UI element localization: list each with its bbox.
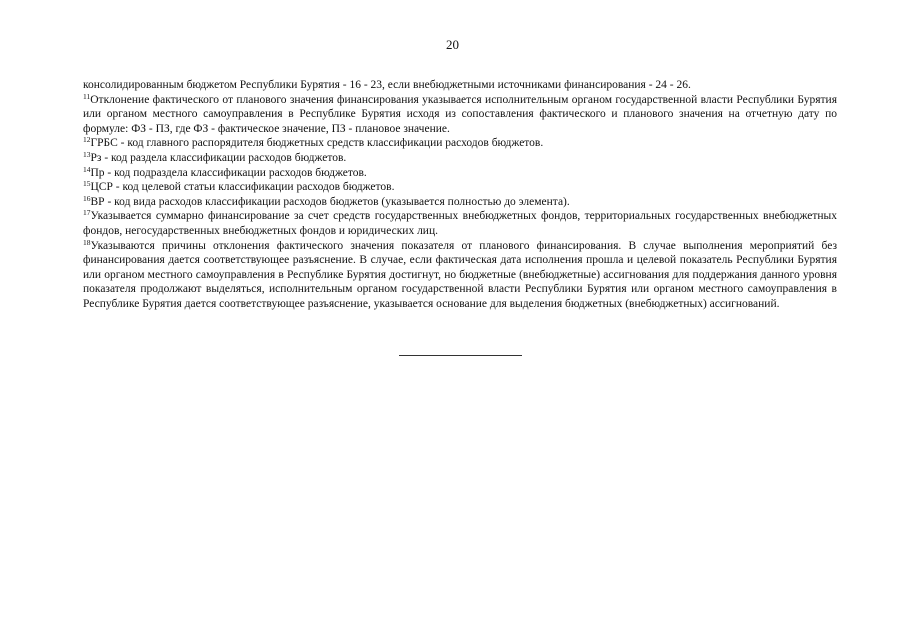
page-number: 20 [446, 37, 459, 52]
footnote-14 [83, 166, 837, 181]
footnote-13 [83, 151, 837, 166]
footnote-text: ВР - код вида расходов классификации расходов бюджетов (указывается полностью до элемента). [90, 195, 570, 208]
footnote-15 [83, 180, 837, 195]
footnote-text: Рз - код раздела классификации расходов бюджетов. [90, 151, 347, 164]
footnote-marker: 13 [83, 149, 91, 159]
footnote-continuation [83, 78, 837, 93]
footnote-17 [83, 209, 837, 238]
footnote-18 [83, 239, 837, 312]
footnote-text: Пр - код подраздела классификации расходов бюджетов. [90, 166, 367, 179]
footnote-marker: 15 [83, 179, 91, 189]
footnote-text: ЦСР - код целевой статьи классификации расходов бюджетов. [90, 181, 395, 194]
footnote-11 [83, 93, 837, 137]
footnote-marker: 11 [83, 91, 91, 101]
footnote-text: ГРБС - код главного распорядителя бюджетных средств классификации расходов бюджетов. [90, 137, 544, 150]
separator-line [399, 355, 522, 356]
footnote-marker: 14 [83, 164, 91, 174]
footnotes-block [83, 78, 837, 312]
footnote-text: Указывается суммарно финансирование за счет средств государственных внебюджетных фондов, территориальных государственных внебюджетных фондов, негосударственных внебюджетных фондов и юридических лиц. [83, 210, 837, 237]
footnote-marker: 16 [83, 193, 91, 203]
footnote-marker: 17 [83, 208, 91, 218]
footnote-text: консолидированным бюджетом Республики Бурятия - 16 - 23, если внебюджетными источниками финансирования - 24 - 26. [83, 79, 691, 91]
footnote-16 [83, 195, 837, 210]
footnote-text: Отклонение фактического от планового значения финансирования указывается исполнительным органом государственной власти Республики Бурятия или органом местного самоуправления в Республике Бурятия исходя из сопоставления фактического и планового значения на отчетную дату по формуле: ФЗ - ПЗ, где ФЗ - фактическое значение, ПЗ - плановое значение. [83, 93, 837, 135]
footnote-marker: 12 [83, 135, 91, 145]
footnote-marker: 18 [83, 237, 91, 247]
footnote-text: Указываются причины отклонения фактического значения показателя от планового финансирования. В случае выполнения мероприятий без финансирования дается соответствующее разъяснение. В случае, если фактическая дата исполнения прошла и целевой показатель Республики Бурятия или органом местного самоуправления в Республике Бурятия достигнут, но бюджетные (внебюджетные) ассигнования для поддержания данного уровня показателя продолжают выделяться, исполнительным органом государственной власти Республики Бурятия или органом местного самоуправления в Республике Бурятия дается соответствующее разъяснение, указывается основание для выделения бюджетных (внебюджетных) ассигнований. [83, 239, 837, 310]
footnote-12 [83, 136, 837, 151]
